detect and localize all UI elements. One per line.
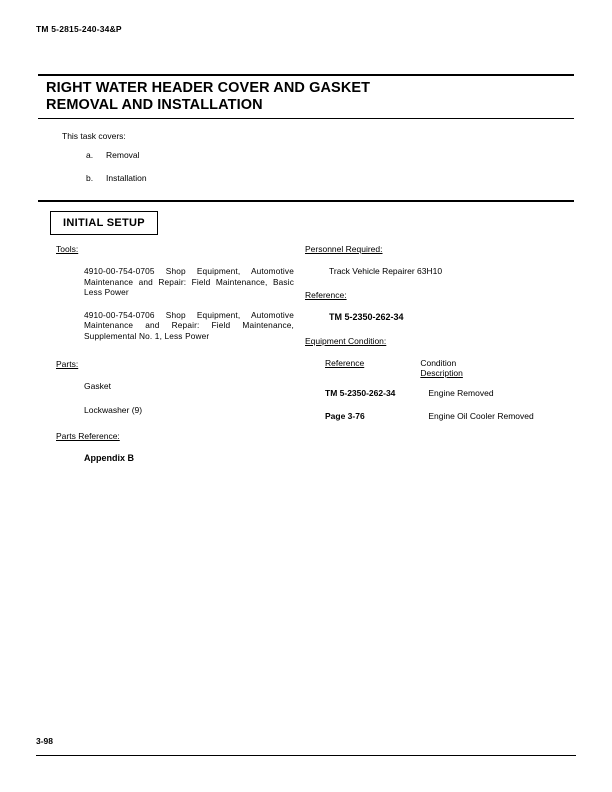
table-row — [305, 388, 565, 411]
list-item — [86, 173, 147, 183]
cell-reference: TM 5-2350-262-34 — [325, 388, 396, 398]
title-bottom-rule — [38, 118, 574, 119]
cell-condition: Engine Removed — [428, 388, 494, 398]
list-item: 4910-00-754-0705 Shop Equipment, Automotive Maintenance and Repair: Field Maintenance, Basic Less Power — [84, 266, 294, 297]
equipment-condition-heading: Equipment Condition: — [305, 336, 387, 346]
task-letter: a. — [86, 150, 94, 160]
list-item: Lockwasher (9) — [84, 405, 143, 415]
task-covers-label: This task covers: — [62, 131, 126, 141]
parts-reference-heading: Parts Reference: — [56, 431, 120, 441]
list-item: Track Vehicle Repairer 63H10 — [329, 266, 443, 276]
task-list — [86, 150, 147, 196]
task-label: Removal — [106, 150, 140, 160]
personnel-required-heading: Personnel Required: — [305, 244, 383, 254]
page-title — [46, 80, 566, 113]
column-header-condition-line2: Description — [420, 368, 463, 378]
parts-reference-value: Appendix B — [84, 453, 135, 463]
column-header-condition-description — [420, 358, 565, 388]
page-number: 3-98 — [36, 736, 54, 746]
initial-setup-top-rule — [38, 200, 574, 202]
column-header-reference: Reference — [325, 358, 365, 368]
initial-setup-left-column — [56, 244, 306, 463]
reference-heading: Reference: — [305, 290, 347, 300]
title-top-rule — [38, 74, 574, 76]
list-item — [86, 150, 147, 160]
column-header-condition-line1: Condition — [420, 358, 457, 368]
list-item: 4910-00-754-0706 Shop Equipment, Automotive Maintenance and Repair: Field Maintenance, Supplemental No. 1, Less Power — [84, 309, 294, 341]
initial-setup-heading: INITIAL SETUP — [50, 211, 158, 235]
task-label: Installation — [106, 173, 147, 183]
table-row — [305, 411, 565, 434]
initial-setup-right-column — [305, 244, 575, 433]
table-header-row — [305, 358, 565, 388]
list-item: Gasket — [84, 381, 111, 391]
equipment-condition-table — [305, 358, 565, 433]
parts-section — [56, 359, 306, 415]
tools-heading: Tools: — [56, 244, 79, 254]
cell-condition: Engine Oil Cooler Removed — [428, 410, 534, 421]
page-title-line2: REMOVAL AND INSTALLATION — [46, 96, 263, 113]
task-letter: b. — [86, 173, 94, 183]
list-item: TM 5-2350-262-34 — [329, 312, 404, 322]
cell-reference: Page 3-76 — [325, 410, 365, 421]
parts-heading: Parts: — [56, 359, 79, 369]
page-title-line1: RIGHT WATER HEADER COVER AND GASKET — [46, 80, 371, 96]
footer-rule — [36, 755, 576, 756]
manual-number: TM 5-2815-240-34&P — [36, 24, 122, 34]
